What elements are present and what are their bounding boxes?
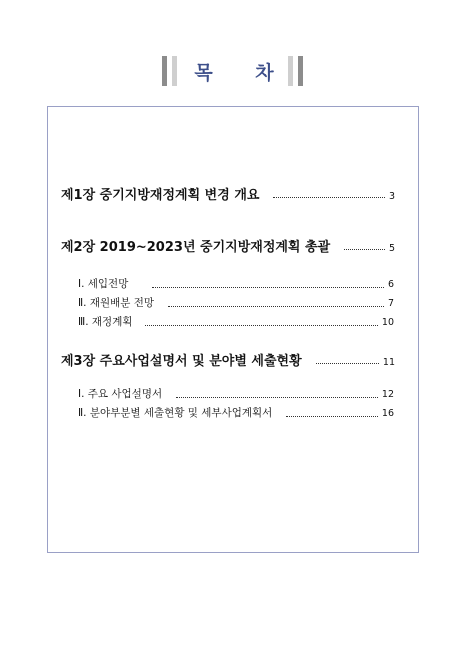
toc-entry-section[interactable] [78, 386, 394, 401]
toc-box [47, 106, 419, 553]
dot-leader [286, 415, 378, 417]
page-title: 목 차 [194, 62, 292, 84]
dot-leader [316, 362, 379, 364]
toc-entry-page: 5 [388, 243, 395, 254]
toc-entry-label: 제2장 2019~2023년 중기지방재정계획 총괄 [61, 240, 331, 255]
toc-entry-chapter-3[interactable] [61, 350, 395, 369]
toc-entry-page: 12 [381, 389, 394, 400]
toc-entry-section[interactable] [78, 276, 394, 291]
toc-entry-section[interactable] [78, 314, 394, 329]
toc-entry-page: 11 [382, 357, 395, 368]
toc-entry-section[interactable] [78, 295, 394, 310]
toc-entry-label: 제1장 중기지방재정계획 변경 개요 [61, 188, 260, 203]
dot-leader [273, 196, 385, 198]
dot-leader [176, 396, 378, 398]
toc-entry-label: 제3장 주요사업설명서 및 분야별 세출현황 [61, 354, 302, 369]
toc-entry-label: Ⅱ. 재원배분 전망 [78, 297, 155, 309]
toc-entry-page: 16 [381, 408, 394, 419]
toc-entry-chapter-2[interactable] [61, 236, 395, 255]
dot-leader [152, 286, 384, 288]
toc-entry-label: Ⅲ. 재정계획 [78, 316, 133, 328]
toc-entry-chapter-1[interactable] [61, 184, 395, 203]
toc-entry-label: Ⅰ. 세입전망 [78, 278, 129, 290]
toc-entry-page: 10 [381, 317, 394, 328]
dot-leader [344, 248, 385, 250]
toc-entry-label: Ⅰ. 주요 사업설명서 [78, 388, 163, 400]
dot-leader [168, 305, 384, 307]
toc-entry-page: 7 [387, 298, 394, 309]
toc-entry-label: Ⅱ. 분야부분별 세출현황 및 세부사업계획서 [78, 407, 273, 419]
toc-entry-page: 3 [388, 191, 395, 202]
toc-entry-page: 6 [387, 279, 394, 290]
toc-entry-section[interactable] [78, 405, 394, 420]
toc-header [0, 56, 468, 88]
dot-leader [145, 324, 378, 326]
